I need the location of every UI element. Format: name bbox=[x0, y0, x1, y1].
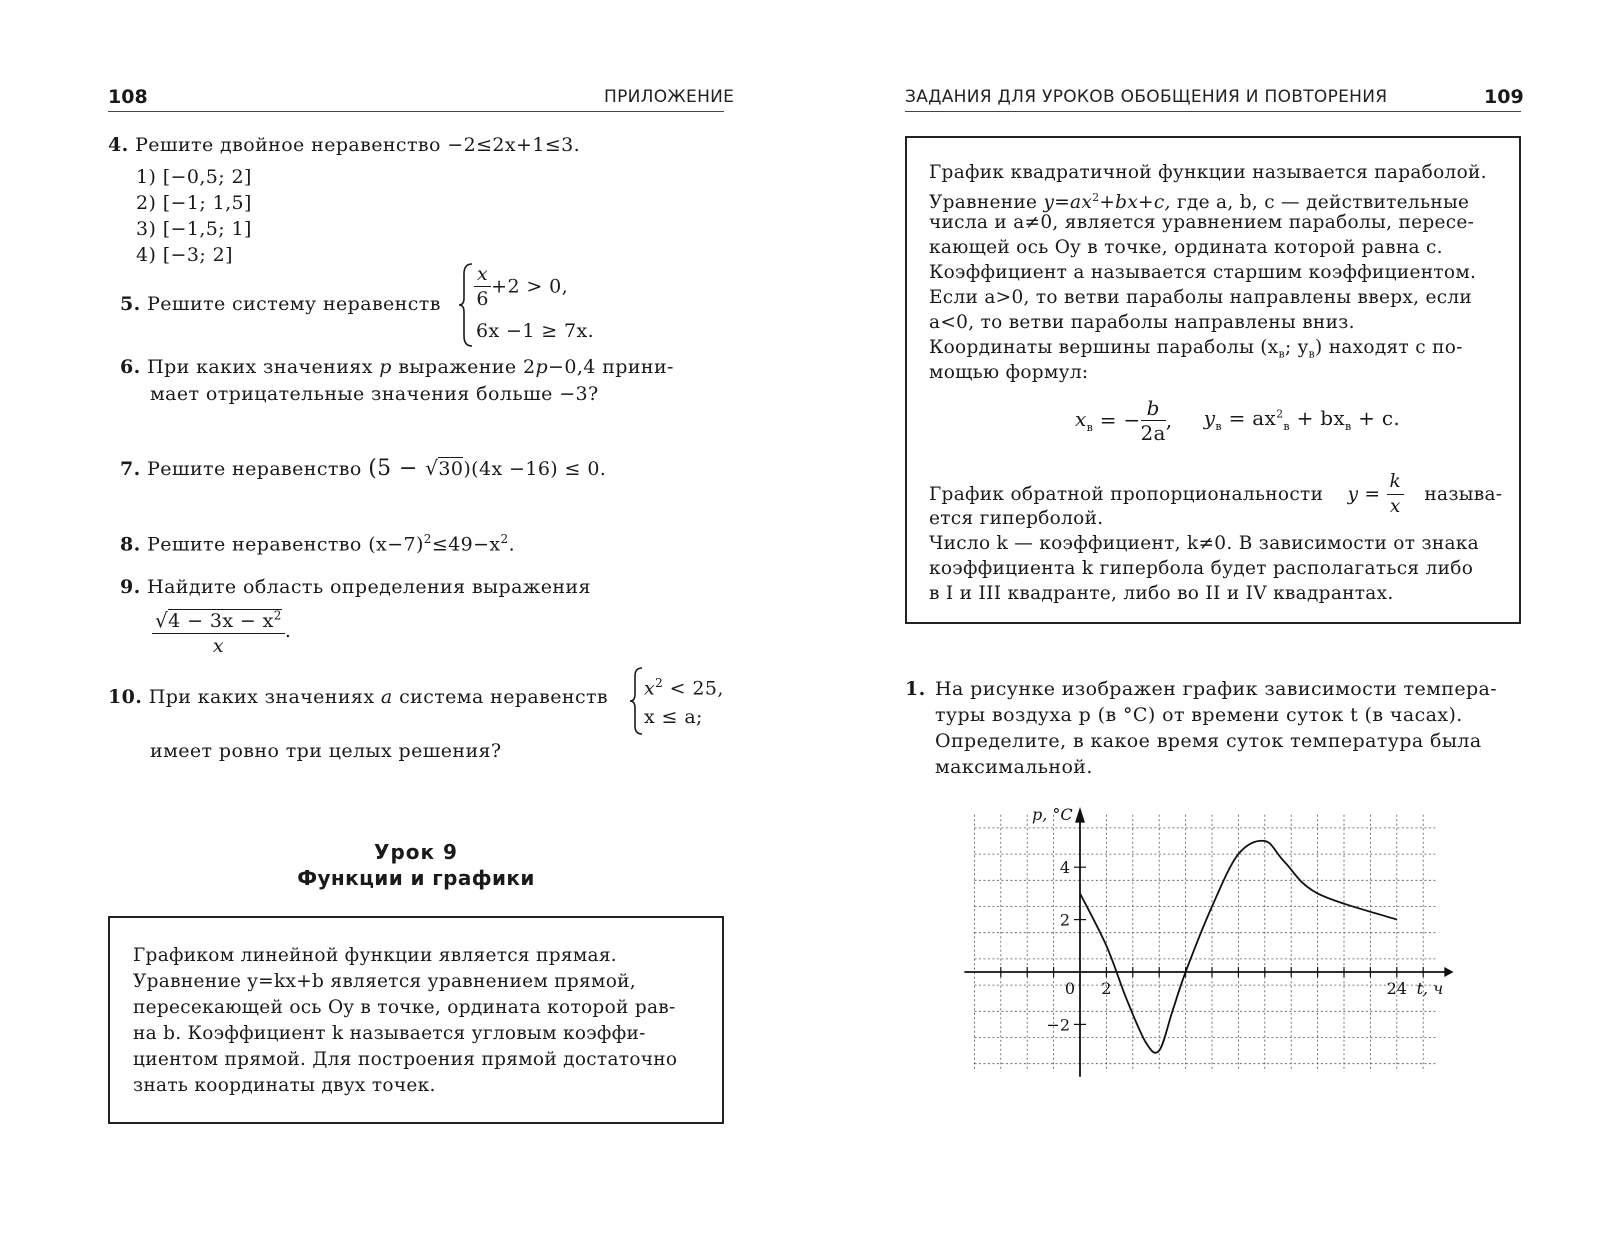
linear-box-line-3: пересекающей ось Oy в точке, ордината которой рав- bbox=[133, 997, 676, 1018]
task-7-sqrt: 30 bbox=[438, 458, 464, 480]
task-1-line-1: На рисунке изображен график зависимости темпера- bbox=[935, 678, 1498, 700]
task-9-expression: $\frac{√4 - 3x - x^2}{x}$ . bbox=[152, 604, 291, 658]
task-10-line-1: $x^2 < 25$, bbox=[644, 676, 724, 700]
task-4-number: 4. bbox=[108, 134, 129, 156]
quad-box-line-3: числа и a≠0, является уравнением параболы, пересе- bbox=[929, 212, 1475, 233]
lesson-title: Урок 9 bbox=[374, 840, 458, 864]
task-5-line-1: $\frac{x}{6}$ +2 > 0, bbox=[474, 262, 568, 311]
quad-box-line-1: График квадратичной функции называется параболой. bbox=[929, 162, 1487, 183]
task-4-text: Решите двойное неравенство bbox=[135, 134, 441, 156]
task-5 bbox=[120, 291, 441, 317]
linear-box-line-1: Графиком линейной функции является прямая. bbox=[133, 945, 617, 966]
chart-x-tick-label: 24 bbox=[1386, 979, 1407, 998]
task-1-line-3: Определите, в какое время суток температура была bbox=[935, 730, 1482, 752]
linear-box-line-5: циентом прямой. Для построения прямой достаточно bbox=[133, 1049, 678, 1070]
quad-box-line-2: Уравнение $y=ax^2+bx+c$, где a, b, c — действительные bbox=[929, 191, 1470, 214]
chart-x-tick-label: 0 bbox=[1064, 979, 1076, 998]
chart-y-tick-label: 4 bbox=[1059, 858, 1070, 878]
linear-box-line-6: знать координаты двух точек. bbox=[133, 1075, 436, 1096]
task-1-number: 1. bbox=[905, 678, 926, 700]
task-6-line-1: 6. При каких значениях p выражение 2p−0,4 прини- bbox=[120, 356, 674, 378]
hyperbola-line-2: ется гиперболой. bbox=[929, 508, 1104, 529]
quad-box-line-4: кающей ось Oy в точке, ордината которой равна c. bbox=[929, 237, 1443, 258]
task-10-last-line: имеет ровно три целых решения? bbox=[150, 740, 502, 762]
chart-y-tick-label: −2 bbox=[1046, 1015, 1070, 1035]
vertex-formula: $x_в$ = − $\frac{b}{2a}$ , $y_в = ax^2_в + bx_в + c$. bbox=[1075, 396, 1400, 445]
hyperbola-line-5: в I и III квадранте, либо во II и IV квадрантах. bbox=[929, 583, 1394, 604]
task-4-option-3: 3) [−1,5; 1] bbox=[136, 218, 252, 240]
task-9-fraction: $\frac{√4 - 3x - x^2}{x}$ bbox=[152, 604, 285, 658]
lesson-subtitle: Функции и графики bbox=[297, 866, 535, 890]
task-4-option-2: 2) [−1; 1,5] bbox=[136, 192, 252, 214]
task-5-text: Решите систему неравенств bbox=[147, 293, 441, 315]
quad-box-line-7: a<0, то ветви параболы направлены вниз. bbox=[929, 312, 1355, 333]
quad-box-line-9: мощью формул: bbox=[929, 362, 1089, 383]
task-10: 10. При каких значениях a система неравенств bbox=[108, 686, 608, 708]
left-header-rule bbox=[108, 111, 724, 112]
quad-box-line-6: Если a>0, то ветви параболы направлены вверх, если bbox=[929, 287, 1473, 308]
linear-box-line-4: на b. Коэффициент k называется угловым коэффи- bbox=[133, 1023, 646, 1044]
hyperbola-line-4: коэффициента k гипербола будет располагаться либо bbox=[929, 558, 1474, 579]
task-1-line-4: максимальной. bbox=[935, 756, 1093, 778]
hyperbola-line-1: График обратной пропорциональности y = $\frac{k}{x}$ называ- bbox=[929, 471, 1503, 517]
task-5-number: 5. bbox=[120, 293, 141, 315]
right-page-number: 109 bbox=[1484, 86, 1524, 108]
chart-y-tick-label: 2 bbox=[1059, 910, 1070, 930]
temperature-chart bbox=[960, 805, 1460, 1085]
task-4-option-4: 4) [−3; 2] bbox=[136, 244, 233, 266]
left-page-number: 108 bbox=[108, 86, 148, 108]
quad-box-line-5: Коэффициент a называется старшим коэффициентом. bbox=[929, 262, 1477, 283]
chart-x-arrow bbox=[1444, 967, 1453, 977]
task-4-option-1: 1) [−0,5; 2] bbox=[136, 166, 252, 188]
task-5-fraction: $\frac{x}{6}$ bbox=[474, 262, 491, 311]
chart-y-arrow bbox=[1075, 807, 1085, 823]
right-header-rule bbox=[905, 111, 1521, 112]
left-running-title: ПРИЛОЖЕНИЕ bbox=[604, 87, 735, 107]
chart-y-label: p, °C bbox=[1032, 805, 1073, 825]
task-7: 7. Решите неравенство (5 − √30)(4x −16) ≤ 0. bbox=[120, 456, 607, 481]
hyperbola-line-3: Число k — коэффициент, k≠0. В зависимости от знака bbox=[929, 533, 1479, 554]
chart-x-tick-label: 2 bbox=[1101, 979, 1112, 998]
task-10-brace bbox=[629, 666, 645, 736]
task-10-line-2: x ≤ a; bbox=[644, 706, 703, 728]
task-5-line-2: 6x −1 ≥ 7x. bbox=[476, 320, 595, 342]
linear-box-line-2: Уравнение y=kx+b является уравнением прямой, bbox=[133, 971, 636, 992]
task-6-line-2: мает отрицательные значения больше −3? bbox=[150, 383, 599, 405]
quad-box-line-8: Координаты вершины параболы ($x_в$; $y_в$) находят с по- bbox=[929, 337, 1463, 361]
task-9: 9. Найдите область определения выражения bbox=[120, 576, 591, 598]
task-4-math: −2≤2x+1≤3. bbox=[447, 134, 581, 156]
task-8: 8. Решите неравенство $(x-7)^2\le 49-x^2$. bbox=[120, 532, 516, 556]
task-4 bbox=[108, 132, 580, 158]
right-running-title: ЗАДАНИЯ ДЛЯ УРОКОВ ОБОБЩЕНИЯ И ПОВТОРЕНИЯ bbox=[905, 87, 1388, 107]
task-1-line-2: туры воздуха p (в °C) от времени суток t (в часах). bbox=[935, 704, 1463, 726]
chart-x-label: t, ч bbox=[1416, 979, 1444, 998]
